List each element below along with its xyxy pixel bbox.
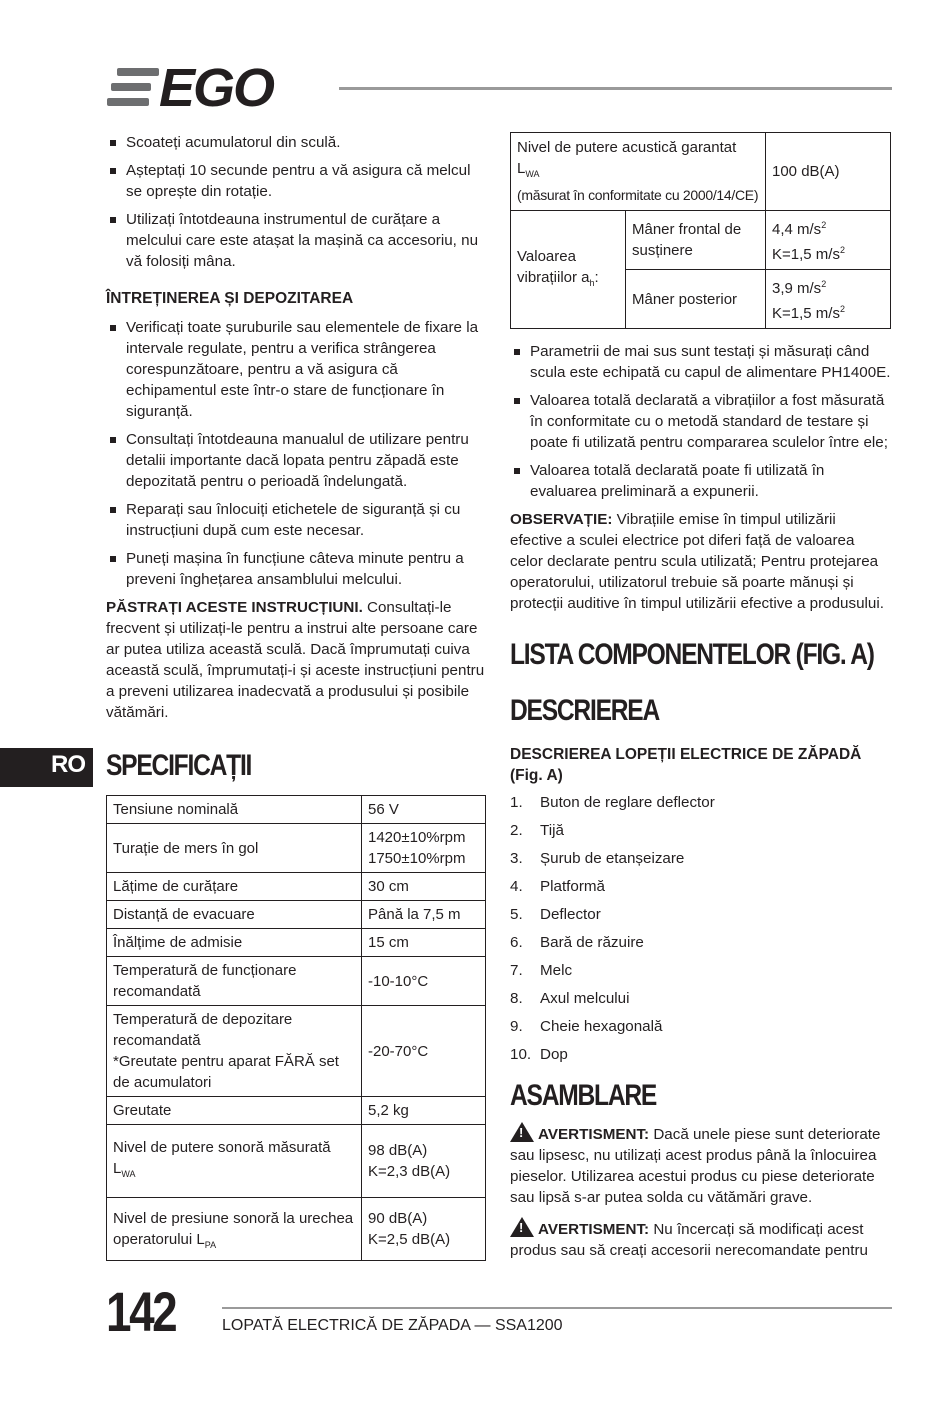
table-row <box>107 824 486 873</box>
item-number: 9. <box>510 1018 523 1035</box>
list-item: Scoateți acumulatorul din sculă. <box>106 132 486 153</box>
item-number: 3. <box>510 850 523 867</box>
spec-value: 5,2 kg <box>362 1097 486 1125</box>
spec-value: 98 dB(A) K=2,3 dB(A) <box>362 1125 486 1198</box>
list-item <box>510 876 891 897</box>
page-number: 142 <box>106 1280 176 1343</box>
spec-key: Temperatură de funcționare recomandată <box>107 957 362 1006</box>
table-row <box>107 1097 486 1125</box>
rear-handle-value: 3,9 $m/s^2$ K=1,5 $m/s^2$ <box>766 270 891 329</box>
rear-handle-label: Mâner posterior <box>626 270 766 329</box>
item-label: Melc <box>540 962 573 979</box>
observation-bold: OBSERVAȚIE: <box>510 511 613 528</box>
maintenance-bullets <box>106 317 486 590</box>
footer-title: LOPATĂ ELECTRICĂ DE ZĂPADA — SSA1200 <box>222 1317 563 1334</box>
warning-icon: ! <box>510 1217 534 1237</box>
footer-rule <box>222 1307 892 1309</box>
table-row <box>107 1125 486 1198</box>
spec-value: -20-70°C <box>362 1006 486 1097</box>
language-tab-label: RO <box>51 751 85 778</box>
item-number: 6. <box>510 934 523 951</box>
logo-text: EGO <box>159 62 274 112</box>
vibration-table <box>510 132 891 329</box>
maintenance-heading: ÎNTREȚINEREA ȘI DEPOZITAREA <box>106 290 354 307</box>
spec-key: Nivel de putere sonoră măsurată $L_{WA}$ <box>107 1125 362 1198</box>
spec-key: Înălțime de admisie <box>107 929 362 957</box>
acoustic-power-value: 100 dB(A) <box>766 133 891 211</box>
list-item <box>510 904 891 925</box>
item-number: 2. <box>510 822 523 839</box>
item-label: Dop <box>540 1046 568 1063</box>
table-row <box>107 929 486 957</box>
spec-value: Până la 7,5 m <box>362 901 486 929</box>
warning-text: Dacă unele piese sunt deteriorate sau lipsesc, nu utilizați acest produs până la înlocuirea pieselor. Utilizarea acestui produs cu piese deteriorate sau lipsă s-ar putea solda cu vătămări grave. <box>510 1126 881 1206</box>
list-item <box>510 792 891 813</box>
spec-value: 1420±10%rpm 1750±10%rpm <box>362 824 486 873</box>
item-number: 1. <box>510 794 523 811</box>
right-column <box>510 132 891 1267</box>
cleaning-bullets <box>106 132 486 272</box>
table-row <box>107 1006 486 1097</box>
list-item <box>510 960 891 981</box>
acoustic-power-label: Nivel de putere acustică garantat $L_{WA}$ (măsurat în conformitate cu 2000/14/CE) <box>511 133 766 211</box>
item-number: 7. <box>510 962 523 979</box>
warning-paragraph <box>510 1214 891 1261</box>
list-item <box>510 1016 891 1037</box>
assembly-heading: ASAMBLARE <box>510 1079 657 1112</box>
keep-instructions-paragraph <box>106 597 486 723</box>
list-item: Valoarea totală declarată poate fi utilizată în evaluarea preliminară a expunerii. <box>510 460 891 502</box>
item-label: Șurub de etanșeizare <box>540 850 685 867</box>
spec-key: Greutate <box>107 1097 362 1125</box>
item-number: 4. <box>510 878 523 895</box>
components-list <box>510 792 891 1065</box>
list-item <box>510 988 891 1009</box>
front-handle-value: 4,4 $m/s^2$ K=1,5 $m/s^2$ <box>766 211 891 270</box>
list-item: Puneți mașina în funcțiune câteva minute pentru a preveni înghețarea ansamblului melcului. <box>106 548 486 590</box>
list-item: Așteptați 10 secunde pentru a vă asigura că melcul se oprește din rotație. <box>106 160 486 202</box>
table-row <box>107 796 486 824</box>
spec-value: -10-10°C <box>362 957 486 1006</box>
warning-bold: AVERTISMENT: <box>538 1221 650 1238</box>
spec-table <box>106 795 486 1261</box>
spec-key: Lățime de curățare <box>107 873 362 901</box>
table-row <box>107 901 486 929</box>
list-item: Reparați sau înlocuiți etichetele de siguranță și cu instrucțiuni după cum este necesar. <box>106 499 486 541</box>
list-item: Parametrii de mai sus sunt testați și măsurați când scula este echipată cu capul de alimentare PH1400E. <box>510 341 891 383</box>
item-number: 5. <box>510 906 523 923</box>
spec-key: Distanță de evacuare <box>107 901 362 929</box>
spec-key: Nivel de presiune sonoră la urechea operatorului $L_{PA}$ <box>107 1198 362 1261</box>
spec-key: Tensiune nominală <box>107 796 362 824</box>
item-label: Cheie hexagonală <box>540 1018 663 1035</box>
item-number: 10. <box>510 1046 532 1063</box>
table-row <box>107 957 486 1006</box>
components-heading: LISTA COMPONENTELOR (FIG. A) <box>510 638 874 671</box>
header-rule <box>339 87 892 90</box>
list-item <box>510 820 891 841</box>
vibration-label: Valoarea vibrațiilor $a_h$: <box>511 211 626 329</box>
ego-logo <box>107 62 319 112</box>
list-item: Verificați toate șuruburile sau elementele de fixare la intervale regulate, pentru a verifica strângerea corespunzătoare, pentru a vă asigura că echipamentul este într-o stare de funcționare în siguranță. <box>106 317 486 422</box>
spec-value: 56 V <box>362 796 486 824</box>
item-label: Platformă <box>540 878 605 895</box>
warning-text: Nu încercați să modificați acest produs sau să creați accesorii nerecomandate pentru <box>510 1221 868 1259</box>
list-item: Valoarea totală declarată a vibrațiilor a fost măsurată în conformitate cu o metodă standard de testare și poate fi utilizată pentru compararea sculelor între ele; <box>510 390 891 453</box>
observation-paragraph <box>510 509 891 614</box>
warning-bold: AVERTISMENT: <box>538 1126 650 1143</box>
left-column <box>106 132 486 1261</box>
description-heading: DESCRIEREA <box>510 694 659 727</box>
spec-heading: SPECIFICAȚII <box>106 749 252 782</box>
vibration-bullets <box>510 341 891 502</box>
list-item <box>510 848 891 869</box>
list-item: Consultați întotdeauna manualul de utilizare pentru detalii importante dacă lopata pentru zăpadă este depozitată pentru o perioadă îndelungată. <box>106 429 486 492</box>
item-number: 8. <box>510 990 523 1007</box>
front-handle-label: Mâner frontal de susținere <box>626 211 766 270</box>
list-item: Utilizați întotdeauna instrumentul de curățare a melcului care este atașat la mașină ca accesoriu, nu vă folosiți mâna. <box>106 209 486 272</box>
item-label: Tijă <box>540 822 564 839</box>
item-label: Buton de reglare deflector <box>540 794 715 811</box>
item-label: Deflector <box>540 906 601 923</box>
spec-key: Temperatură de depozitare recomandată *Greutate pentru aparat FĂRĂ set de acumulatori <box>107 1006 362 1097</box>
keep-instructions-bold: PĂSTRAȚI ACESTE INSTRUCȚIUNI. <box>106 599 363 616</box>
warning-icon: ! <box>510 1122 534 1142</box>
keep-instructions-text: Consultați-le frecvent și utilizați-le pentru a instrui alte persoane care ar putea utiliza această sculă. Dacă împrumutați cuiva această sculă, împrumutați-i și aceste instrucțiuni pentru a preveni utilizarea inadecvată a produsului și posibile vătămări. <box>106 599 485 721</box>
table-row <box>511 133 891 211</box>
spec-value: 90 dB(A) K=2,5 dB(A) <box>362 1198 486 1261</box>
spec-value: 15 cm <box>362 929 486 957</box>
list-item <box>510 1044 891 1065</box>
list-item <box>510 932 891 953</box>
table-row <box>107 873 486 901</box>
spec-key: Turație de mers în gol <box>107 824 362 873</box>
spec-value: 30 cm <box>362 873 486 901</box>
item-label: Bară de răzuire <box>540 934 644 951</box>
warning-paragraph <box>510 1119 891 1208</box>
language-tab <box>0 748 93 787</box>
description-subheading: DESCRIEREA LOPEȚII ELECTRICE DE ZĂPADĂ (Fig. A) <box>510 746 862 784</box>
observation-text: Vibrațiile emise în timpul utilizării efective a sculei electrice pot diferi față de valoarea celor declarate pentru scula utilizată; Pentru protejarea operatorului, utilizatorul trebuie să poarte mănuși și protecții auditive în timpul utilizării efective a produsului. <box>510 511 884 612</box>
table-row <box>107 1198 486 1261</box>
table-row <box>511 211 891 270</box>
item-label: Axul melcului <box>540 990 630 1007</box>
